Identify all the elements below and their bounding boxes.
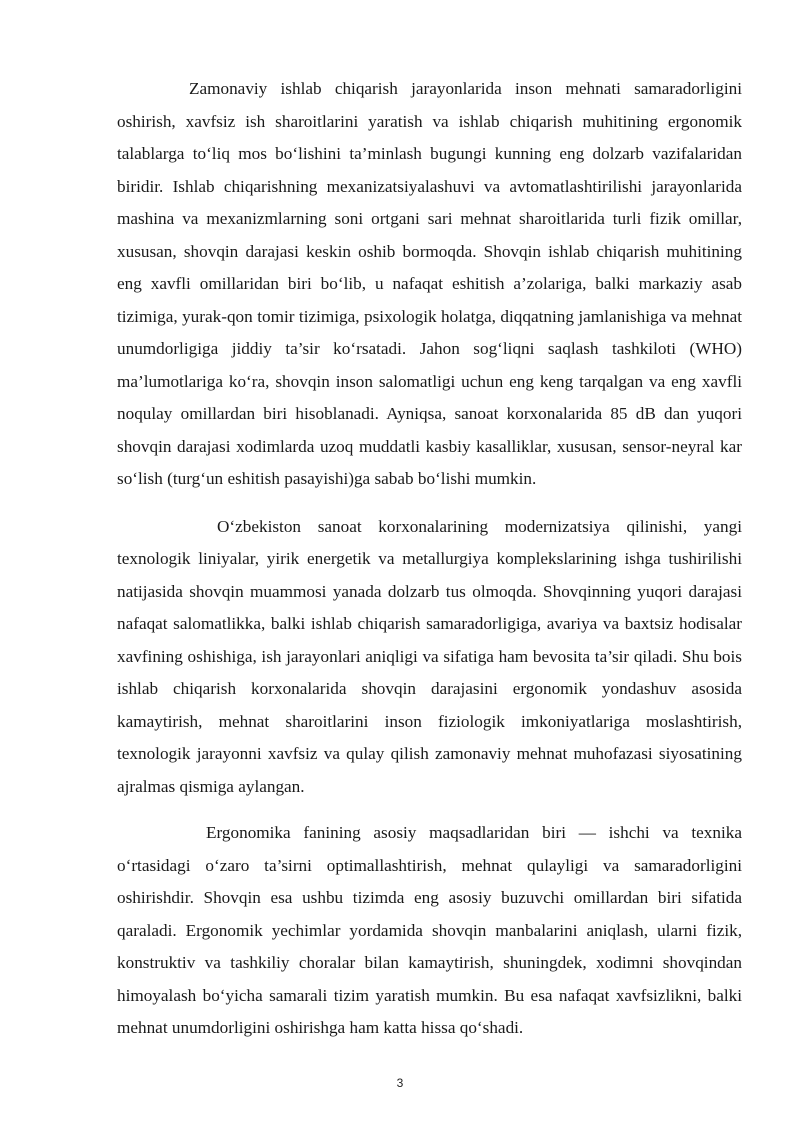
- document-body: [117, 73, 742, 1045]
- paragraph-ergonomics: Ergonomika fanining asosiy maqsadlaridan biri — ishchi va texnika o‘rtasidagi o‘zaro ta’sirni optimallashtirish, mehnat qulayligi va samaradorligini oshirishdir. Shovqin esa ushbu tizimda eng asosiy buzuvchi omillardan biri sifatida qaraladi. Ergonomik yechimlar yordamida shovqin manbalarini aniqlash, ularni fizik, konstruktiv va tashkiliy choralar bilan kamaytirish, shuningdek, xodimni shovqindan himoyalash bo‘yicha samarali tizim yaratish mumkin. Bu esa nafaqat xavfsizlikni, balki mehnat unumdorligini oshirishga ham katta hissa qo‘shadi.: [117, 823, 742, 1037]
- page-number: 3: [396, 1076, 404, 1090]
- paragraph-uzbekistan: O‘zbekiston sanoat korxonalarining modernizatsiya qilinishi, yangi texnologik liniyalar, yirik energetik va metallurgiya komplekslarining ishga tushirilishi natijasida shovqin muammosi yanada dolzarb tus olmoqda. Shovqinning yuqori darajasi nafaqat salomatlikka, balki ishlab chiqarish samaradorligiga, avariya va baxtsiz hodisalar xavfining oshishiga, ish jarayonlari aniqligi va sifatiga ham bevosita ta’sir qiladi. Shu bois ishlab chiqarish korxonalarida shovqin darajasini ergonomik yondashuv asosida kamaytirish, mehnat sharoitlarini inson fiziologik imkoniyatlariga moslashtirish, texnologik jarayonni xavfsiz va qulay qilish zamonaviy mehnat muhofazasi siyosatining ajralmas qismiga aylangan.: [117, 516, 742, 796]
- paragraph-intro: Zamonaviy ishlab chiqarish jarayonlarida inson mehnati samaradorligini oshirish, xavfsiz ish sharoitlarini yaratish va ishlab chiqarish muhitining ergonomik talablarga to‘liq mos bo‘lishini ta’minlash bugungi kunning eng dolzarb vazifalaridan biridir. Ishlab chiqarishning mexanizatsiyalashuvi va avtomatlashtirilishi jarayonlarida mashina va mexanizmlarning soni ortgani sari mehnat sharoitlarida turli fizik omillar, xususan, shovqin darajasi keskin oshib bormoqda. Shovqin ishlab chiqarish muhitining eng xavfli omillaridan biri bo‘lib, u nafaqat eshitish a’zolariga, balki markaziy asab tizimiga, yurak-qon tomir tizimiga, psixologik holatga, diqqatning jamlanishiga va mehnat unumdorligiga jiddiy ta’sir ko‘rsatadi. Jahon sog‘liqni saqlash tashkiloti (WHO) ma’lumotlariga ko‘ra, shovqin inson salomatligi uchun eng keng tarqalgan va eng xavfli noqulay omillardan biri hisoblanadi. Ayniqsa, sanoat korxonalarida 85 dB dan yuqori shovqin darajasi xodimlarda uzoq muddatli kasbiy kasalliklar, xususan, sensor-neyral kar so‘lish (turg‘un eshitish pasayishi)ga sabab bo‘lishi mumkin.: [117, 79, 742, 488]
